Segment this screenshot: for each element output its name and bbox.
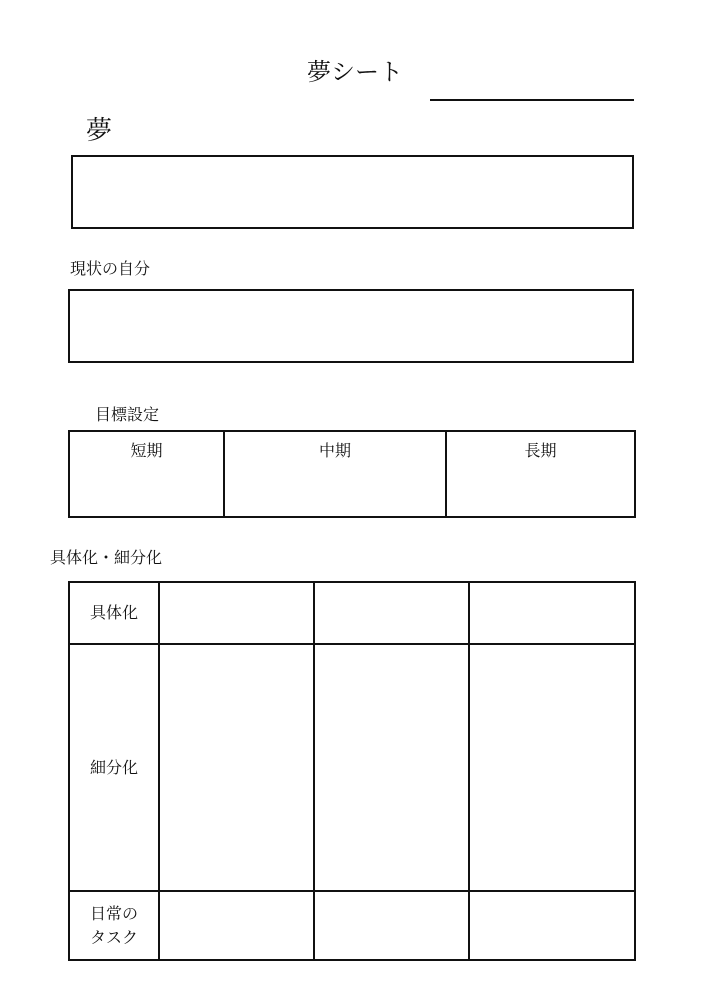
goal-short-term-cell[interactable]: 短期 (69, 431, 224, 517)
name-entry-line[interactable] (430, 99, 634, 101)
concrete-cell-2[interactable] (314, 582, 469, 644)
concretize-label: 具体化・細分化 (50, 548, 163, 567)
breakdown-cell-3[interactable] (469, 644, 635, 891)
current-self-label: 現状の自分 (70, 259, 151, 278)
detail-table (68, 581, 636, 961)
daily-task-cell-2[interactable] (314, 891, 469, 960)
concrete-cell-3[interactable] (469, 582, 635, 644)
goal-mid-term-cell[interactable]: 中期 (224, 431, 446, 517)
goal-table (68, 430, 636, 518)
row-header-breakdown: 細分化 (69, 644, 159, 891)
goal-setting-label: 目標設定 (95, 405, 160, 424)
page-title: 夢シート (307, 58, 403, 86)
row-header-concrete: 具体化 (69, 582, 159, 644)
breakdown-cell-2[interactable] (314, 644, 469, 891)
current-self-field[interactable] (68, 289, 634, 363)
goal-long-term-cell[interactable]: 長期 (446, 431, 635, 517)
daily-task-cell-3[interactable] (469, 891, 635, 960)
daily-task-cell-1[interactable] (159, 891, 314, 960)
dream-field[interactable] (71, 155, 634, 229)
daily-tasks-line-2: タスク (89, 927, 138, 947)
row-header-daily-tasks (69, 891, 159, 960)
concrete-cell-1[interactable] (159, 582, 314, 644)
daily-tasks-line-1: 日常の (89, 903, 138, 923)
dream-label: 夢 (86, 116, 113, 146)
breakdown-cell-1[interactable] (159, 644, 314, 891)
